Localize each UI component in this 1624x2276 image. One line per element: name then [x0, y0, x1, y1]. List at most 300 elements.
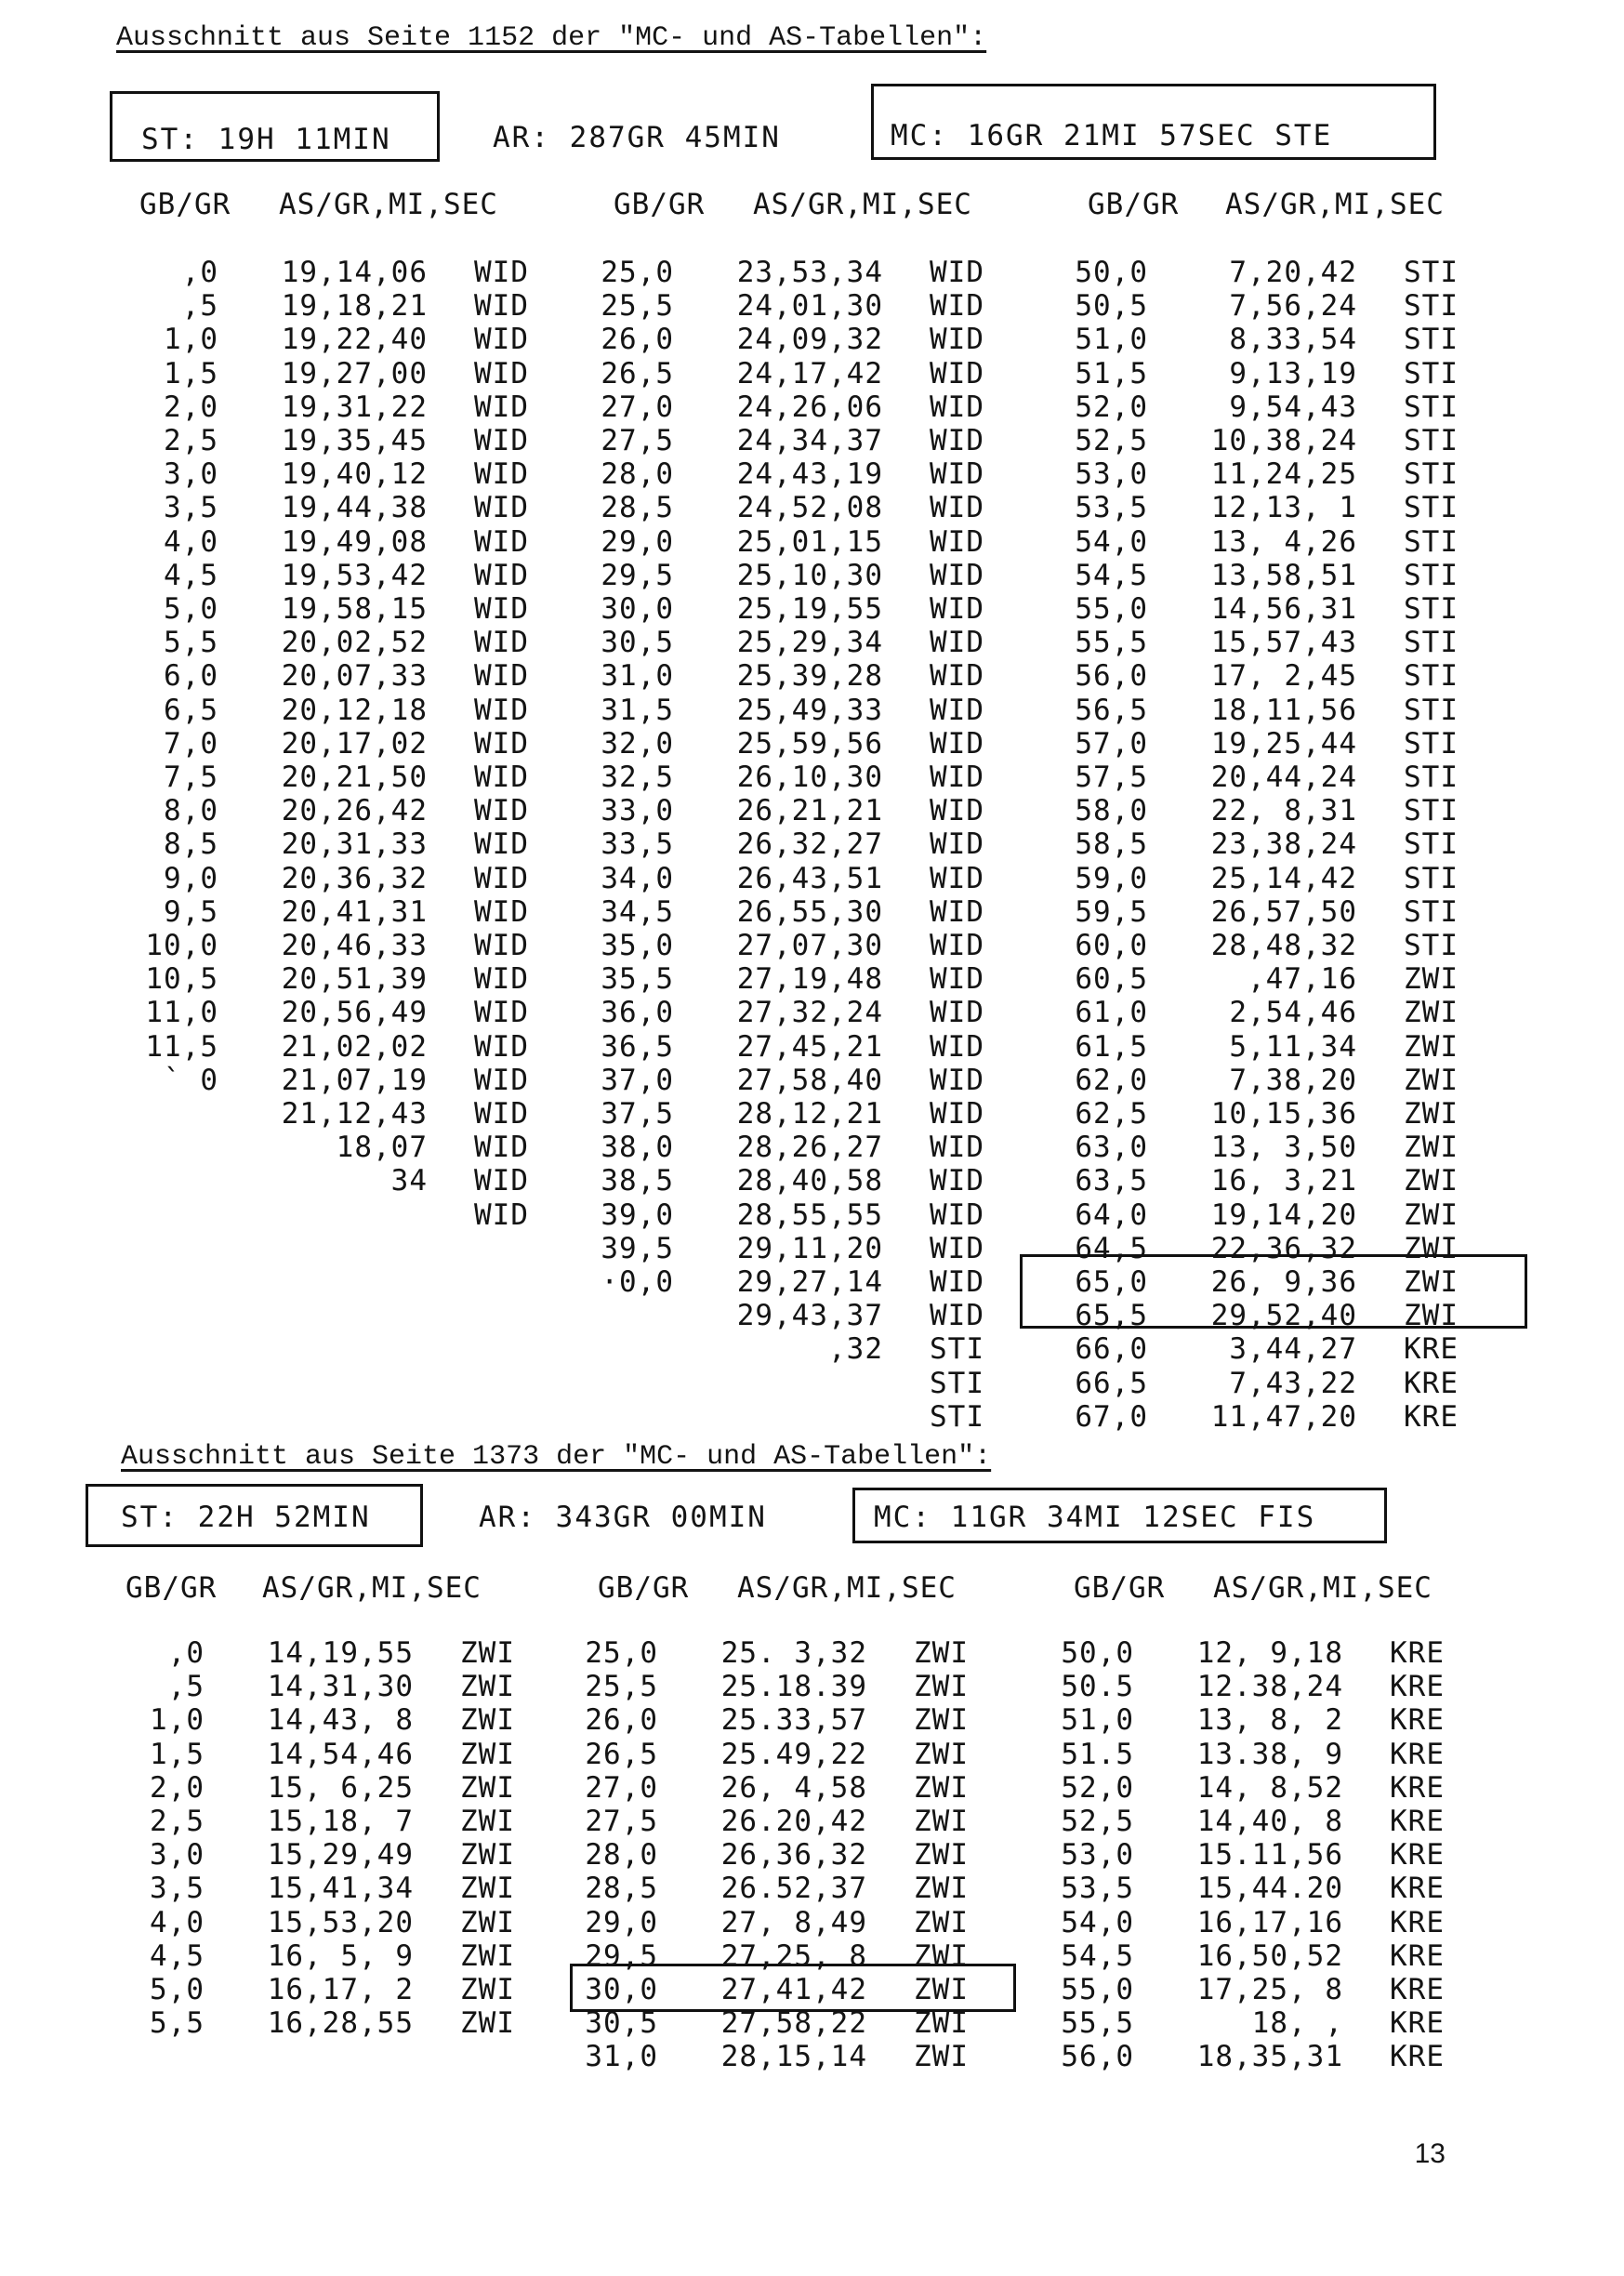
ar-value-2: AR: 343GR 00MIN — [479, 1501, 767, 1534]
cell-gb: 5,0 — [164, 592, 218, 626]
cell-gb: 30,5 — [585, 2006, 658, 2041]
cell-gb: 5,5 — [150, 2006, 205, 2041]
cell-tag: STI — [930, 1332, 984, 1367]
cell-as: 25,39,28 — [736, 659, 883, 694]
cell-as: 20,21,50 — [281, 761, 428, 794]
cell-as: 19,27,00 — [281, 356, 428, 390]
cell-tag: ZWI — [1404, 1164, 1459, 1198]
cell-gb: 27,0 — [585, 1770, 658, 1805]
cell-as: 20,36,32 — [281, 861, 428, 895]
cell-as: 22, 8,31 — [1210, 794, 1357, 828]
cell-as: 19,18,21 — [281, 289, 428, 324]
cell-tag: WID — [474, 693, 529, 727]
cell-tag: KRE — [1390, 1636, 1445, 1670]
cell-tag: ZWI — [914, 1973, 969, 2006]
cell-as: 27, 8,49 — [720, 1905, 867, 1939]
cell-gb: 51,0 — [1075, 323, 1148, 357]
cell-tag: STI — [1404, 659, 1459, 694]
cell-tag: WID — [474, 861, 529, 895]
cell-as: 14, 8,52 — [1196, 1770, 1343, 1805]
cell-gb: 55,0 — [1075, 592, 1148, 626]
cell-as: 24,34,37 — [736, 424, 883, 457]
cell-gb: 60,5 — [1075, 962, 1148, 997]
cell-as: 12,13, 1 — [1210, 491, 1357, 525]
cell-gb: 51,5 — [1075, 356, 1148, 390]
cell-tag: WID — [474, 1131, 529, 1165]
cell-gb: 50,5 — [1075, 289, 1148, 324]
cell-as: 14,54,46 — [267, 1737, 414, 1771]
cell-gb: 10,0 — [145, 929, 218, 962]
cell-gb: 50,0 — [1061, 1636, 1134, 1670]
cell-gb: 55,5 — [1075, 626, 1148, 660]
cell-as: 19,25,44 — [1210, 726, 1357, 761]
cell-gb: 29,0 — [601, 524, 674, 559]
cell-as: 8,33,54 — [1229, 323, 1357, 357]
cell-gb: 59,0 — [1075, 861, 1148, 895]
cell-gb: ` 0 — [164, 1063, 218, 1097]
col-as-header: AS/GR,MI,SEC — [1225, 188, 1445, 221]
cell-gb: 6,5 — [164, 693, 218, 727]
cell-tag: WID — [474, 962, 529, 997]
cell-gb: 3,5 — [164, 491, 218, 525]
cell-gb: 54,5 — [1075, 558, 1148, 592]
cell-tag: KRE — [1390, 2006, 1445, 2041]
cell-as: 26.20,42 — [720, 1805, 867, 1838]
cell-as: 15,44.20 — [1196, 1872, 1343, 1906]
cell-tag: KRE — [1404, 1399, 1459, 1434]
cell-as: 26,43,51 — [736, 861, 883, 895]
cell-tag: KRE — [1404, 1366, 1459, 1400]
cell-gb: 60,0 — [1075, 929, 1148, 962]
cell-tag: WID — [930, 761, 984, 794]
cell-as: 27,58,22 — [720, 2006, 867, 2041]
cell-gb: 39,0 — [601, 1198, 674, 1232]
cell-as: 34 — [390, 1164, 428, 1198]
cell-tag: ZWI — [1404, 1029, 1459, 1064]
col-gb-header: GB/GR — [614, 188, 706, 221]
cell-tag: WID — [474, 558, 529, 592]
cell-tag: ZWI — [460, 1905, 515, 1939]
cell-gb: 53,0 — [1061, 1838, 1134, 1872]
cell-gb: 53,5 — [1075, 491, 1148, 525]
cell-gb: 55,5 — [1061, 2006, 1134, 2041]
cell-as: 3,44,27 — [1229, 1332, 1357, 1367]
cell-as: 7,38,20 — [1229, 1063, 1357, 1097]
cell-gb: 3,0 — [164, 457, 218, 492]
cell-gb: 27,5 — [601, 424, 674, 457]
cell-as: 13,58,51 — [1210, 558, 1357, 592]
cell-as: 25,59,56 — [736, 726, 883, 761]
cell-as: 19,22,40 — [281, 323, 428, 357]
cell-tag: ZWI — [914, 1905, 969, 1939]
cell-tag: ZWI — [460, 2006, 515, 2041]
cell-as: 25. 3,32 — [720, 1636, 867, 1670]
highlight-box — [1020, 1254, 1527, 1329]
cell-tag: STI — [1404, 726, 1459, 761]
cell-gb: 63,5 — [1075, 1164, 1148, 1198]
cell-gb: 56,5 — [1075, 693, 1148, 727]
cell-gb: 54,5 — [1061, 1939, 1134, 1973]
cell-tag: WID — [930, 1198, 984, 1232]
ar-value-1: AR: 287GR 45MIN — [493, 121, 781, 154]
cell-gb: 33,0 — [601, 794, 674, 828]
cell-gb: 58,0 — [1075, 794, 1148, 828]
cell-tag: KRE — [1390, 1770, 1445, 1805]
cell-as: 20,02,52 — [281, 626, 428, 660]
cell-tag: WID — [474, 1097, 529, 1131]
cell-gb: 9,0 — [164, 861, 218, 895]
cell-tag: ZWI — [1404, 1097, 1459, 1131]
cell-tag: ZWI — [1404, 1063, 1459, 1097]
col-gb-header: GB/GR — [125, 1571, 218, 1605]
cell-as: 15,29,49 — [267, 1838, 414, 1872]
cell-as: 19,53,42 — [281, 558, 428, 592]
cell-gb: 66,5 — [1075, 1366, 1148, 1400]
cell-as: 9,13,19 — [1229, 356, 1357, 390]
cell-as: 19,58,15 — [281, 592, 428, 626]
cell-gb: 11,5 — [145, 1029, 218, 1064]
cell-as: 15,53,20 — [267, 1905, 414, 1939]
cell-gb: 61,0 — [1075, 996, 1148, 1030]
cell-gb: 36,5 — [601, 1029, 674, 1064]
cell-as: 23,53,34 — [736, 256, 883, 289]
cell-tag: KRE — [1390, 1939, 1445, 1973]
cell-tag: ZWI — [914, 1636, 969, 1670]
cell-tag: WID — [474, 524, 529, 559]
cell-as: 29,11,20 — [736, 1231, 883, 1265]
cell-as: 10,38,24 — [1210, 424, 1357, 457]
cell-tag: KRE — [1404, 1332, 1459, 1367]
cell-as: 19,35,45 — [281, 424, 428, 457]
cell-tag: STI — [930, 1399, 984, 1434]
cell-gb: 29,0 — [585, 1905, 658, 1939]
cell-as: 20,31,33 — [281, 827, 428, 862]
cell-tag: ZWI — [1404, 1231, 1459, 1265]
cell-tag: WID — [474, 289, 529, 324]
cell-as: 25.49,22 — [720, 1737, 867, 1771]
cell-tag: ZWI — [460, 1737, 515, 1771]
cell-tag: ZWI — [1404, 962, 1459, 997]
cell-tag: ZWI — [460, 1670, 515, 1704]
cell-tag: WID — [474, 256, 529, 289]
cell-as: 19,44,38 — [281, 491, 428, 525]
cell-tag: STI — [1404, 491, 1459, 525]
cell-gb: 26,0 — [601, 323, 674, 357]
cell-gb: 30,0 — [585, 1973, 658, 2006]
section-2-heading: Ausschnitt aus Seite 1373 der "MC- und AS-Tabellen": — [121, 1441, 992, 1473]
cell-as: 28,55,55 — [736, 1198, 883, 1232]
cell-as: 27,45,21 — [736, 1029, 883, 1064]
mc-value-1: MC: 16GR 21MI 57SEC STE — [891, 119, 1333, 152]
cell-gb: 1,0 — [164, 323, 218, 357]
cell-gb: 62,0 — [1075, 1063, 1148, 1097]
cell-as: 12.38,24 — [1196, 1670, 1343, 1704]
cell-gb: 7,5 — [164, 761, 218, 794]
cell-as: 29,27,14 — [736, 1265, 883, 1299]
cell-tag: ZWI — [914, 1939, 969, 1973]
cell-as: 24,01,30 — [736, 289, 883, 324]
cell-as: 28,48,32 — [1210, 929, 1357, 962]
cell-as: 25,29,34 — [736, 626, 883, 660]
cell-as: 16,17,16 — [1196, 1905, 1343, 1939]
cell-as: 15,41,34 — [267, 1872, 414, 1906]
cell-gb: 4,5 — [150, 1939, 205, 1973]
cell-tag: STI — [1404, 693, 1459, 727]
cell-tag: KRE — [1390, 1805, 1445, 1838]
cell-gb: 27,5 — [585, 1805, 658, 1838]
cell-gb: ,0 — [181, 256, 218, 289]
cell-as: 27,07,30 — [736, 929, 883, 962]
cell-gb: 34,0 — [601, 861, 674, 895]
cell-gb: 57,0 — [1075, 726, 1148, 761]
cell-tag: KRE — [1390, 1703, 1445, 1738]
cell-as: 2,54,46 — [1229, 996, 1357, 1030]
cell-tag: WID — [930, 390, 984, 424]
cell-as: 22,36,32 — [1210, 1231, 1357, 1265]
cell-gb: 25,5 — [601, 289, 674, 324]
cell-as: 20,56,49 — [281, 996, 428, 1030]
cell-tag: WID — [930, 726, 984, 761]
cell-as: 20,46,33 — [281, 929, 428, 962]
cell-gb: 7,0 — [164, 726, 218, 761]
cell-tag: WID — [474, 659, 529, 694]
cell-as: 18,11,56 — [1210, 693, 1357, 727]
col-as-header: AS/GR,MI,SEC — [753, 188, 972, 221]
cell-tag: ZWI — [1404, 1198, 1459, 1232]
cell-tag: KRE — [1390, 1670, 1445, 1704]
cell-as: 26,55,30 — [736, 894, 883, 929]
cell-gb: 65,0 — [1075, 1265, 1148, 1299]
cell-gb: 2,0 — [164, 390, 218, 424]
cell-tag: KRE — [1390, 1737, 1445, 1771]
cell-gb: 53,5 — [1061, 1872, 1134, 1906]
cell-gb: 5,5 — [164, 626, 218, 660]
cell-as: 24,09,32 — [736, 323, 883, 357]
cell-tag: STI — [1404, 794, 1459, 828]
cell-as: 28,15,14 — [720, 2040, 867, 2074]
cell-as: 11,24,25 — [1210, 457, 1357, 492]
cell-tag: ZWI — [460, 1973, 515, 2006]
cell-tag: ZWI — [1404, 1265, 1459, 1299]
cell-as: 7,56,24 — [1229, 289, 1357, 324]
cell-as: 19,40,12 — [281, 457, 428, 492]
cell-tag: ZWI — [460, 1703, 515, 1738]
cell-as: 26.52,37 — [720, 1872, 867, 1906]
cell-gb: 51,0 — [1061, 1703, 1134, 1738]
cell-tag: WID — [474, 761, 529, 794]
cell-gb: 62,5 — [1075, 1097, 1148, 1131]
cell-tag: STI — [1404, 761, 1459, 794]
cell-gb: 56,0 — [1061, 2040, 1134, 2074]
cell-as: 13, 8, 2 — [1196, 1703, 1343, 1738]
cell-gb: 66,0 — [1075, 1332, 1148, 1367]
cell-as: 27,32,24 — [736, 996, 883, 1030]
cell-as: 27,41,42 — [720, 1973, 867, 2006]
cell-tag: ZWI — [460, 1770, 515, 1805]
col-as-header: AS/GR,MI,SEC — [737, 1571, 957, 1605]
cell-as: 19,31,22 — [281, 390, 428, 424]
cell-as: 16,28,55 — [267, 2006, 414, 2041]
cell-tag: KRE — [1390, 1973, 1445, 2006]
cell-tag: STI — [1404, 524, 1459, 559]
cell-tag: WID — [930, 1231, 984, 1265]
cell-tag: WID — [474, 457, 529, 492]
cell-gb: 57,5 — [1075, 761, 1148, 794]
cell-tag: WID — [930, 659, 984, 694]
cell-tag: WID — [930, 323, 984, 357]
cell-gb: 10,5 — [145, 962, 218, 997]
cell-gb: 1,0 — [150, 1703, 205, 1738]
cell-gb: 58,5 — [1075, 827, 1148, 862]
cell-tag: ZWI — [460, 1872, 515, 1906]
cell-as: 19,49,08 — [281, 524, 428, 559]
cell-as: 20,41,31 — [281, 894, 428, 929]
cell-gb: 8,0 — [164, 794, 218, 828]
cell-gb: 29,5 — [601, 558, 674, 592]
cell-gb: 53,0 — [1075, 457, 1148, 492]
cell-gb: 50.5 — [1061, 1670, 1134, 1704]
cell-tag: WID — [474, 996, 529, 1030]
cell-gb: 50,0 — [1075, 256, 1148, 289]
cell-tag: WID — [930, 1299, 984, 1333]
cell-tag: WID — [930, 929, 984, 962]
cell-tag: STI — [1404, 424, 1459, 457]
cell-gb: 26,5 — [585, 1737, 658, 1771]
cell-tag: KRE — [1390, 1905, 1445, 1939]
cell-tag: ZWI — [1404, 996, 1459, 1030]
cell-tag: WID — [930, 592, 984, 626]
cell-as: 14,40, 8 — [1196, 1805, 1343, 1838]
cell-tag: ZWI — [914, 1670, 969, 1704]
cell-as: 25,10,30 — [736, 558, 883, 592]
cell-tag: ZWI — [914, 1872, 969, 1906]
cell-tag: WID — [930, 996, 984, 1030]
col-as-header: AS/GR,MI,SEC — [1213, 1571, 1433, 1605]
cell-tag: WID — [930, 861, 984, 895]
cell-gb: 28,0 — [585, 1838, 658, 1872]
cell-tag: WID — [930, 962, 984, 997]
cell-as: 11,47,20 — [1210, 1399, 1357, 1434]
cell-gb: ·0,0 — [601, 1265, 674, 1299]
cell-gb: 8,5 — [164, 827, 218, 862]
cell-as: 27,58,40 — [736, 1063, 883, 1097]
cell-tag: ZWI — [460, 1838, 515, 1872]
cell-gb: 2,5 — [150, 1805, 205, 1838]
cell-as: 14,19,55 — [267, 1636, 414, 1670]
cell-gb: 32,5 — [601, 761, 674, 794]
st-value-1: ST: 19H 11MIN — [141, 123, 391, 156]
cell-as: 16, 3,21 — [1210, 1164, 1357, 1198]
cell-tag: WID — [474, 390, 529, 424]
cell-tag: WID — [930, 356, 984, 390]
cell-tag: WID — [930, 1164, 984, 1198]
cell-as: 14,56,31 — [1210, 592, 1357, 626]
cell-as: 18,35,31 — [1196, 2040, 1343, 2074]
cell-gb: 51.5 — [1061, 1737, 1134, 1771]
cell-gb: 28,0 — [601, 457, 674, 492]
cell-as: 16, 5, 9 — [267, 1939, 414, 1973]
cell-tag: WID — [930, 1097, 984, 1131]
cell-tag: WID — [474, 323, 529, 357]
cell-tag: WID — [474, 827, 529, 862]
cell-as: 25,49,33 — [736, 693, 883, 727]
cell-as: 20,17,02 — [281, 726, 428, 761]
cell-tag: WID — [474, 1198, 529, 1232]
cell-tag: STI — [1404, 861, 1459, 895]
cell-tag: WID — [930, 457, 984, 492]
cell-tag: ZWI — [914, 1805, 969, 1838]
cell-tag: ZWI — [914, 1703, 969, 1738]
cell-as: 24,43,19 — [736, 457, 883, 492]
cell-as: 28,12,21 — [736, 1097, 883, 1131]
cell-as: 20,51,39 — [281, 962, 428, 997]
cell-tag: WID — [930, 1029, 984, 1064]
cell-tag: KRE — [1390, 2040, 1445, 2074]
cell-tag: WID — [474, 626, 529, 660]
cell-tag: WID — [474, 1029, 529, 1064]
cell-gb: 63,0 — [1075, 1131, 1148, 1165]
cell-as: 21,12,43 — [281, 1097, 428, 1131]
cell-tag: ZWI — [460, 1805, 515, 1838]
cell-gb: 39,5 — [601, 1231, 674, 1265]
cell-tag: WID — [474, 894, 529, 929]
cell-gb: 52,5 — [1061, 1805, 1134, 1838]
cell-as: 27,19,48 — [736, 962, 883, 997]
col-gb-header: GB/GR — [139, 188, 231, 221]
cell-gb: 31,0 — [601, 659, 674, 694]
cell-tag: WID — [474, 794, 529, 828]
cell-tag: WID — [930, 256, 984, 289]
cell-tag: ZWI — [914, 2040, 969, 2074]
cell-gb: 28,5 — [585, 1872, 658, 1906]
cell-tag: WID — [474, 424, 529, 457]
cell-gb: 55,0 — [1061, 1973, 1134, 2006]
cell-tag: STI — [1404, 390, 1459, 424]
cell-tag: WID — [930, 524, 984, 559]
cell-as: 26,32,27 — [736, 827, 883, 862]
cell-as: 5,11,34 — [1229, 1029, 1357, 1064]
cell-gb: 11,0 — [145, 996, 218, 1030]
cell-as: 28,26,27 — [736, 1131, 883, 1165]
col-gb-header: GB/GR — [1088, 188, 1180, 221]
cell-tag: STI — [1404, 929, 1459, 962]
cell-as: 25.18.39 — [720, 1670, 867, 1704]
cell-gb: 26,0 — [585, 1703, 658, 1738]
cell-as: 19,14,20 — [1210, 1198, 1357, 1232]
cell-as: 17,25, 8 — [1196, 1973, 1343, 2006]
cell-as: 25,01,15 — [736, 524, 883, 559]
cell-as: 15,57,43 — [1210, 626, 1357, 660]
cell-as: 26, 9,36 — [1210, 1265, 1357, 1299]
cell-as: 20,44,24 — [1210, 761, 1357, 794]
cell-gb: 31,0 — [585, 2040, 658, 2074]
cell-as: 29,43,37 — [736, 1299, 883, 1333]
cell-as: 7,20,42 — [1229, 256, 1357, 289]
cell-gb: 30,0 — [601, 592, 674, 626]
st-value-2: ST: 22H 52MIN — [121, 1501, 371, 1534]
cell-as: 14,43, 8 — [267, 1703, 414, 1738]
cell-tag: WID — [930, 1265, 984, 1299]
cell-as: 27,25, 8 — [720, 1939, 867, 1973]
col-as-header: AS/GR,MI,SEC — [262, 1571, 482, 1605]
cell-as: 20,12,18 — [281, 693, 428, 727]
cell-gb: 9,5 — [164, 894, 218, 929]
cell-gb: 35,5 — [601, 962, 674, 997]
cell-tag: STI — [930, 1366, 984, 1400]
cell-as: 18,07 — [336, 1131, 428, 1165]
cell-gb: 2,5 — [164, 424, 218, 457]
cell-as: 26,10,30 — [736, 761, 883, 794]
